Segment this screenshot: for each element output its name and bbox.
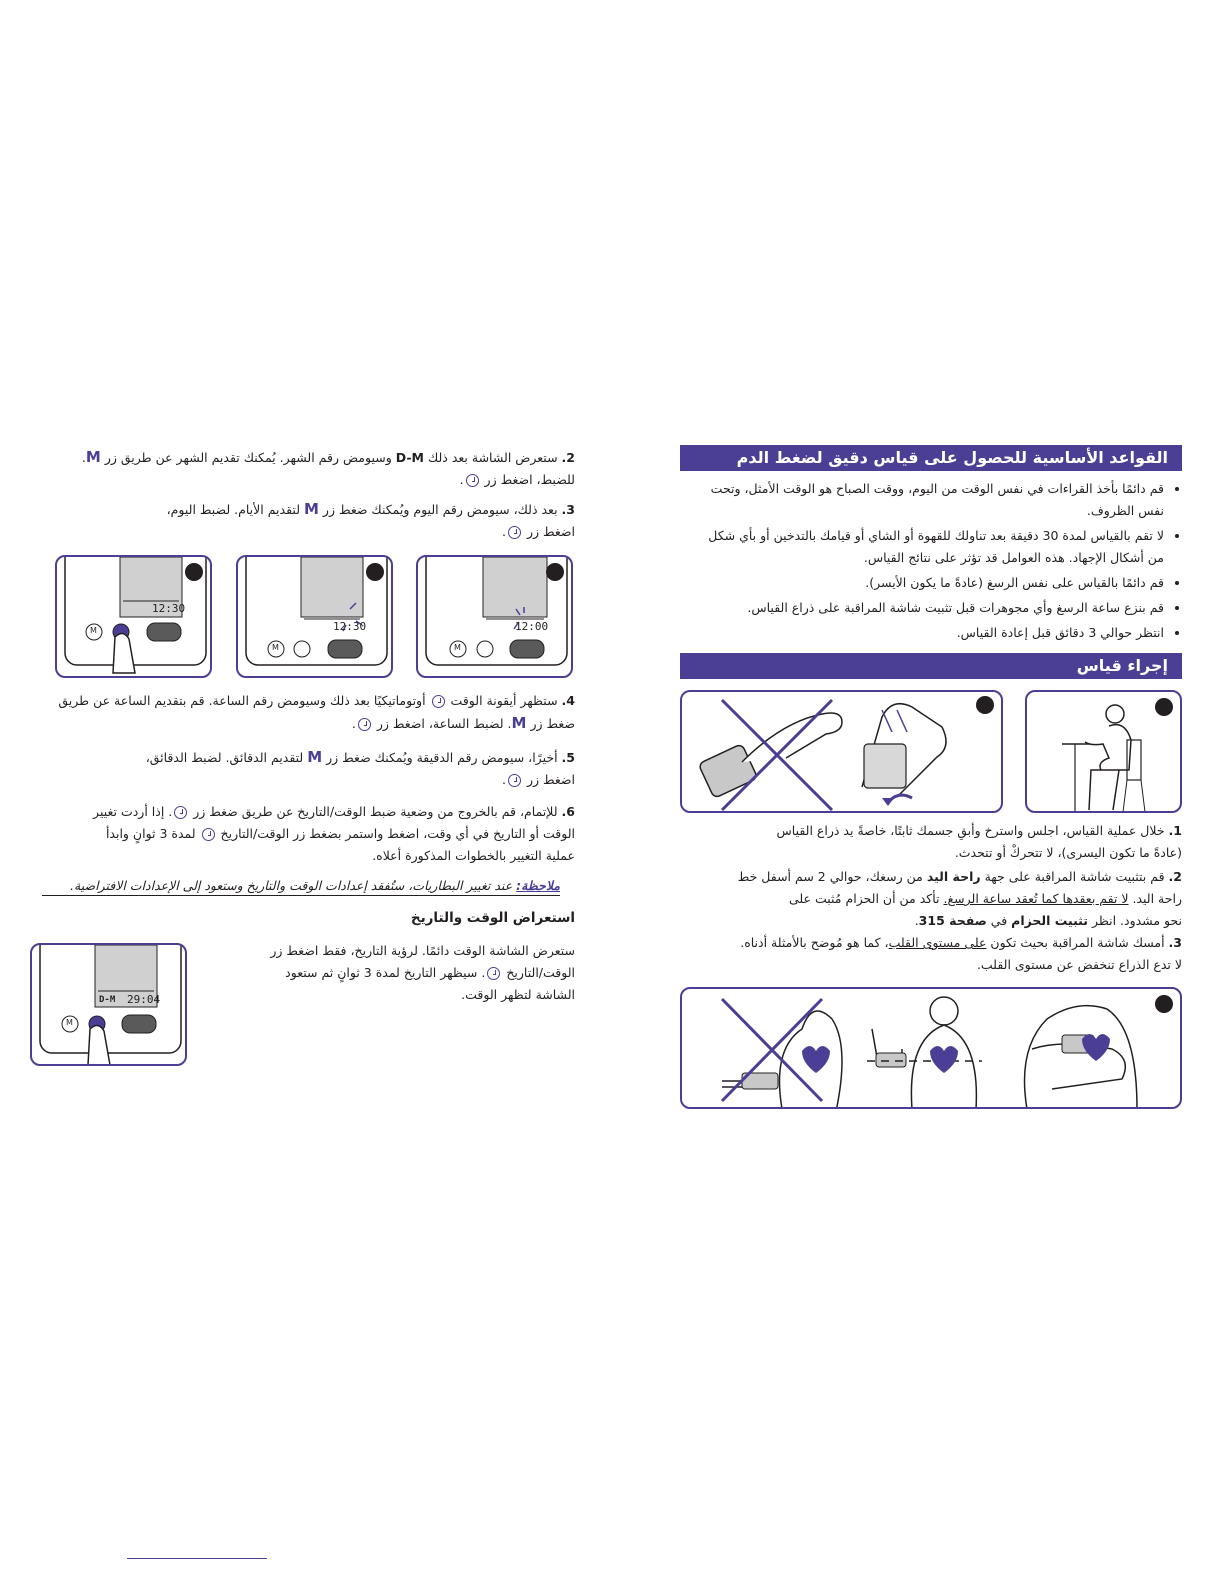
step-2-text-b: وسيومض رقم الشهر. يُمكنك تقديم الشهر عن طريق زر	[104, 450, 392, 465]
clock-key-icon	[174, 806, 187, 819]
device-date-value: 29:04	[127, 993, 161, 1006]
measure-step-3	[690, 932, 1182, 976]
step-3-text-a: بعد ذلك، سيومض رقم اليوم ويُمكنك ضغط زر	[322, 502, 558, 517]
step-6-text-c: الوقت أو التاريخ في أي وقت، اضغط واستمر بضغط زر الوقت/التاريخ	[220, 826, 575, 841]
step-6-text-b: . إذا أردت تغيير	[93, 804, 173, 819]
section-title-basic-rules: القواعد الأساسية للحصول على قياس دقيق لضغط الدم	[680, 445, 1182, 471]
step-6-number: 6.	[561, 804, 575, 819]
device-illustration-date	[30, 943, 187, 1066]
footer-rule	[127, 1558, 267, 1559]
device-date-label: D-M	[99, 995, 116, 1005]
device-1-marker	[185, 563, 203, 581]
measure-step-2-bold: راحة اليد	[926, 869, 981, 884]
step-6	[45, 801, 575, 867]
step-4-text-c: ضغط زر	[530, 716, 575, 731]
rule-item: • انتظر حوالي 3 دقائق قبل إعادة القياس.	[692, 622, 1164, 644]
view-text-d: الشاشة لتظهر الوقت.	[461, 987, 575, 1002]
device-3-m-button: M	[454, 643, 461, 652]
measure-step-3-text-a: أمسك شاشة المراقبة بحيث تكون	[990, 935, 1165, 950]
step-2-text-c: للضبط، اضغط زر	[484, 472, 575, 487]
note-text: عند تغيير البطاريات، ستُفقد إعدادات الوقت والتاريخ وستعود إلى الإعدادات الافتراضية.	[70, 878, 513, 893]
wrist-placement-illustration	[680, 690, 1003, 813]
device-2-marker	[366, 563, 384, 581]
device-illustration-3	[416, 555, 573, 678]
rule-item: • قم دائمًا بأخذ القراءات في نفس الوقت من اليوم، ووقت الصباح هو الوقت الأمثل، وتحت نفس الظروف.	[692, 478, 1164, 522]
step-2: 2. ستعرض الشاشة بعد ذلك D-M وسيومض رقم الشهر. يُمكنك تقديم الشهر عن طريق زر M. للضبط، اضغط زر .	[81, 448, 575, 487]
measure-step-1-number: 1.	[1168, 823, 1182, 838]
battery-note	[42, 878, 560, 896]
view-text-a: ستعرض الشاشة الوقت دائمًا. لرؤية التاريخ، فقط اضغط زر	[270, 943, 575, 958]
step-2-number: 2.	[561, 450, 575, 465]
step-6-text-d: لمدة 3 ثوانٍ وابدأ	[105, 826, 196, 841]
device-2-time: 12:30	[333, 620, 367, 633]
measure-step-3-text-b: ، كما هو مُوضح بالأمثلة أدناه.	[740, 935, 889, 950]
device-3-time: 12:00	[515, 620, 549, 633]
clock-key-icon	[487, 967, 500, 980]
view-time-date-text	[230, 940, 575, 1006]
measure-step-2-page-ref: صفحة 315	[918, 913, 987, 928]
step-5-text-a: أخيرًا، سيومض رقم الدقيقة ويُمكنك ضغط زر	[326, 750, 558, 765]
clock-icon	[432, 695, 445, 708]
measure-step-2-text-f: في	[990, 913, 1008, 928]
step-2-dm-label: D-M	[395, 450, 424, 465]
step-5-number: 5.	[561, 750, 575, 765]
measure-step-2-text-b: من رسغك، حوالي 2 سم أسفل خط	[737, 869, 923, 884]
view-text-b: الوقت/التاريخ	[506, 965, 575, 980]
step-3-text-c: اضغط زر	[526, 524, 575, 539]
rule-item: • لا تقم بالقياس لمدة 30 دقيقة بعد تناولك للقهوة أو الشاي أو قيامك بالتدخين أو بأي شكل من أشكال الإجهاد. هذه العوامل قد تؤثر على نتائج القياس.	[692, 525, 1164, 569]
heart-level-illustration	[680, 987, 1182, 1109]
device-date-m-button: M	[66, 1018, 73, 1027]
step-6-text-a: للإتمام، قم بالخروج من وضعية ضبط الوقت/التاريخ عن طريق ضغط زر	[193, 804, 558, 819]
measure-step-2-underline: لا تقم بعقدها كما تُعقد ساعة الرسغ.	[943, 891, 1129, 906]
rules-list	[692, 478, 1182, 647]
step-6-text-e: عملية التغيير بالخطوات المذكورة أعلاه.	[372, 848, 575, 863]
rule-item: • قم دائمًا بالقياس على نفس الرسغ (عادةً ما يكون الأيسر).	[692, 572, 1164, 594]
m-key-icon: M	[85, 448, 101, 466]
m-key-icon: M	[511, 714, 527, 732]
device-1-time: 12:30	[152, 602, 186, 615]
measure-step-2-text-e: نحو مشدود. انظر	[1091, 913, 1182, 928]
heart-level-svg	[682, 989, 1182, 1109]
measure-step-1-text-a: خلال عملية القياس، اجلس واسترخ وأبقِ جسمك ثابتًا، خاصةً يد ذراع القياس	[776, 823, 1165, 838]
wrist-marker	[976, 696, 994, 714]
step-3: 3. بعد ذلك، سيومض رقم اليوم ويُمكنك ضغط زر M لتقديم الأيام. لضبط اليوم، اضغط زر .	[166, 500, 575, 539]
step-4: 4. ستظهر أيقونة الوقت أوتوماتيكيًا بعد ذلك وسيومض رقم الساعة. قم بتقديم الساعة عن طريق ضغط زر M. لضبط الساعة، اضغط زر .	[58, 693, 575, 732]
measure-step-3-underline: على مستوى القلب	[888, 935, 987, 950]
note-label: ملاحظة:	[516, 878, 560, 893]
measure-step-2-text-d: تأكد من أن الحزام مُثبت على	[789, 891, 940, 906]
step-5-text-c: اضغط زر	[526, 772, 575, 787]
seated-posture-illustration	[1025, 690, 1182, 813]
measure-step-1-text-b: (عادةً ما تكون اليسرى)، لا تتحركْ أو تتحدث.	[954, 845, 1182, 860]
measure-step-2-bold-2: تثبيت الحزام	[1011, 913, 1088, 928]
step-4-text-d: لضبط الساعة، اضغط زر	[376, 716, 504, 731]
measure-step-3-number: 3.	[1168, 935, 1182, 950]
measure-step-1	[690, 820, 1182, 864]
section-title-measurement: إجراء قياس	[680, 653, 1182, 679]
clock-key-icon	[508, 774, 521, 787]
clock-key-icon	[508, 526, 521, 539]
step-3-text-b: لتقديم الأيام. لضبط اليوم،	[166, 502, 300, 517]
device-2-m-button: M	[272, 643, 279, 652]
measure-step-2-text-a: قم بتثبيت شاشة المراقبة على جهة	[984, 869, 1165, 884]
device-1-m-button: M	[90, 626, 97, 635]
step-4-number: 4.	[561, 693, 575, 708]
wrist-placement-svg	[682, 692, 1003, 813]
device-illustration-2	[236, 555, 393, 678]
m-key-icon: M	[307, 748, 323, 766]
view-text-c: . سيظهر التاريخ لمدة 3 ثوانٍ ثم ستعود	[285, 965, 486, 980]
clock-key-icon	[358, 718, 371, 731]
measure-step-3-text-c: لا تدع الذراع تنخفض عن مستوى القلب.	[976, 957, 1182, 972]
clock-key-icon	[466, 474, 479, 487]
step-3-number: 3.	[561, 502, 575, 517]
step-4-text-b: أوتوماتيكيًا بعد ذلك وسيومض رقم الساعة. قم بتقديم الساعة عن طريق	[58, 693, 426, 708]
device-illustration-1	[55, 555, 212, 678]
clock-key-icon	[202, 828, 215, 841]
step-5-text-b: لتقديم الدقائق. لضبط الدقائق،	[145, 750, 304, 765]
measure-step-2-text-c: راحة اليد.	[1132, 891, 1182, 906]
seated-marker	[1155, 698, 1173, 716]
measure-step-2-number: 2.	[1168, 869, 1182, 884]
view-time-date-heading: استعراض الوقت والتاريخ	[410, 910, 575, 926]
heart-level-marker	[1155, 995, 1173, 1013]
device-illustration-svg	[32, 945, 187, 1066]
rule-item: • قم بنزع ساعة الرسغ وأي مجوهرات قبل تثبيت شاشة المراقبة على ذراع القياس.	[692, 597, 1164, 619]
step-2-text-a: ستعرض الشاشة بعد ذلك	[427, 450, 558, 465]
measure-step-2: 2. قم بتثبيت شاشة المراقبة على جهة راحة اليد من رسغك، حوالي 2 سم أسفل خط راحة اليد. لا تقم بعقدها كما تُعقد ساعة الرسغ. تأكد من أن الحزام مُثبت على نحو مشدود. انظر تثبيت الحزام في صفحة 315.	[737, 869, 1182, 928]
device-3-marker	[546, 563, 564, 581]
step-5: 5. أخيرًا، سيومض رقم الدقيقة ويُمكنك ضغط زر M لتقديم الدقائق. لضبط الدقائق، اضغط زر .	[145, 748, 575, 787]
m-key-icon: M	[303, 500, 319, 518]
step-4-text-a: ستظهر أيقونة الوقت	[450, 693, 558, 708]
